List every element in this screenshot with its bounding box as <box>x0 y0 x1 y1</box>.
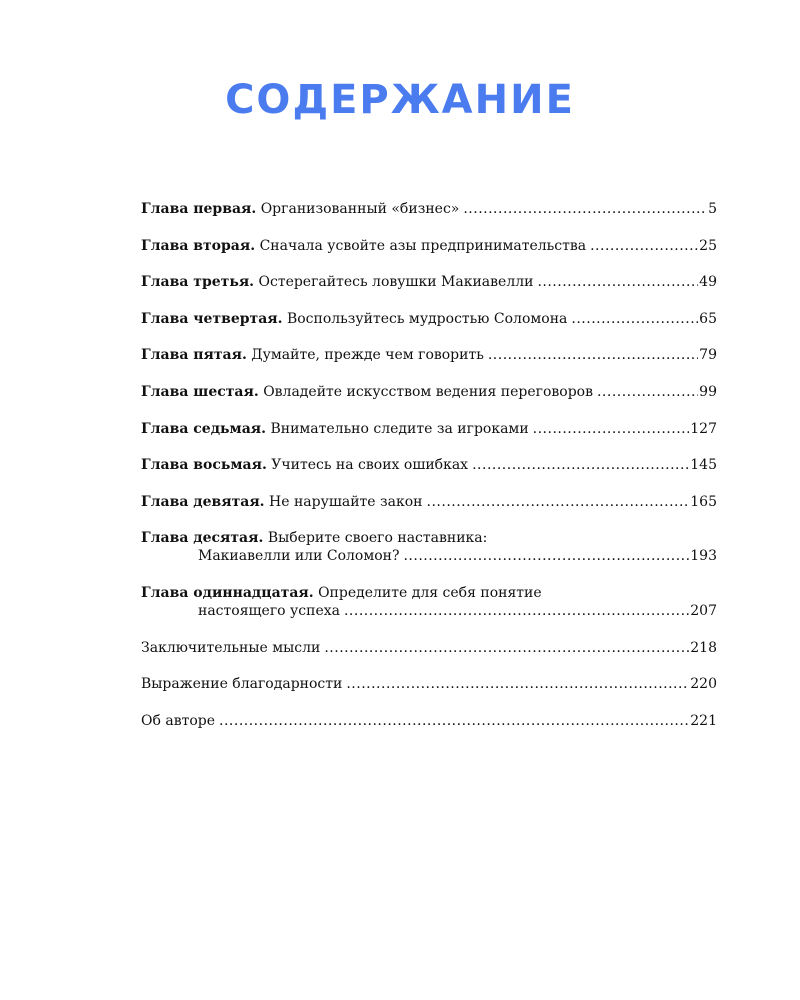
chapter-title: Воспользуйтесь мудростью Соломона <box>286 310 568 327</box>
toc-entry[interactable] <box>141 310 717 347</box>
chapter-title: Организованный «бизнес» <box>260 201 460 217</box>
chapter-title: Не нарушайте закон <box>269 493 423 510</box>
dot-leader <box>403 547 689 565</box>
chapter-title: Выберите своего наставника: <box>267 530 488 547</box>
chapter-label: Глава одиннадцатая. <box>141 584 314 601</box>
chapter-label: Глава вторая. <box>141 237 256 254</box>
chapter-label: Глава пятая. <box>141 347 247 364</box>
page-number: 165 <box>690 493 717 510</box>
toc-entry[interactable] <box>141 639 717 676</box>
page-title: СОДЕРЖАНИЕ <box>225 77 575 123</box>
chapter-title: Внимательно следите за игроками <box>270 420 529 437</box>
chapter-title: Думайте, прежде чем говорить <box>251 347 484 364</box>
dot-leader <box>346 675 689 693</box>
toc-entry[interactable] <box>141 346 717 383</box>
toc-entry[interactable] <box>141 420 717 457</box>
section-title: Об авторе <box>141 712 216 729</box>
dot-leader <box>590 237 698 255</box>
toc-entry[interactable] <box>141 712 717 749</box>
section-title: Выражение благодарности <box>141 676 343 693</box>
toc-entry[interactable] <box>141 529 717 584</box>
page-number: 218 <box>690 639 717 656</box>
page-number: 221 <box>690 712 717 729</box>
toc-entry[interactable] <box>141 273 717 310</box>
dot-leader <box>427 493 690 511</box>
toc-entry[interactable] <box>141 383 717 420</box>
chapter-label: Глава третья. <box>141 274 255 291</box>
toc-entry[interactable] <box>141 200 717 237</box>
toc-entry[interactable] <box>141 584 717 639</box>
dot-leader <box>571 310 698 328</box>
dot-leader <box>344 602 689 620</box>
dot-leader <box>488 346 698 364</box>
page-number: 5 <box>708 201 717 217</box>
dot-leader <box>324 639 689 657</box>
dot-leader <box>219 712 689 730</box>
chapter-label: Глава десятая. <box>141 530 264 547</box>
page-number: 193 <box>690 548 717 565</box>
toc-entry[interactable] <box>141 237 717 274</box>
section-title: Заключительные мысли <box>141 639 321 656</box>
chapter-label: Глава первая. <box>141 201 257 217</box>
page-number: 99 <box>699 383 717 400</box>
chapter-label: Глава четвертая. <box>141 310 283 327</box>
chapter-title-continued: настоящего успеха <box>198 602 340 619</box>
dot-leader <box>533 420 690 438</box>
toc-entry[interactable] <box>141 675 717 712</box>
page-number: 49 <box>699 274 717 291</box>
chapter-title-continued: Макиавелли или Соломон? <box>198 548 400 565</box>
toc-entry[interactable] <box>141 493 717 530</box>
chapter-label: Глава восьмая. <box>141 457 267 474</box>
page-number: 127 <box>690 420 717 437</box>
dot-leader <box>463 200 707 218</box>
chapter-title: Остерегайтесь ловушки Макиавелли <box>258 274 534 291</box>
chapter-title: Определите для себя понятие <box>318 584 542 601</box>
dot-leader <box>537 273 698 291</box>
chapter-label: Глава девятая. <box>141 493 265 510</box>
chapter-title: Учитесь на своих ошибках <box>271 457 469 474</box>
page-number: 145 <box>690 457 717 474</box>
page-number: 25 <box>699 237 717 254</box>
page-number: 79 <box>699 347 717 364</box>
page-number: 65 <box>699 310 717 327</box>
chapter-label: Глава шестая. <box>141 383 259 400</box>
chapter-title: Овладейте искусством ведения переговоров <box>263 383 593 400</box>
page-number: 220 <box>690 676 717 693</box>
dot-leader <box>597 383 698 401</box>
toc-entry[interactable] <box>141 456 717 493</box>
chapter-label: Глава седьмая. <box>141 420 266 437</box>
page-number: 207 <box>690 602 717 619</box>
dot-leader <box>472 456 689 474</box>
chapter-title: Сначала усвойте азы предпринимательства <box>259 237 587 254</box>
table-of-contents <box>141 200 717 748</box>
